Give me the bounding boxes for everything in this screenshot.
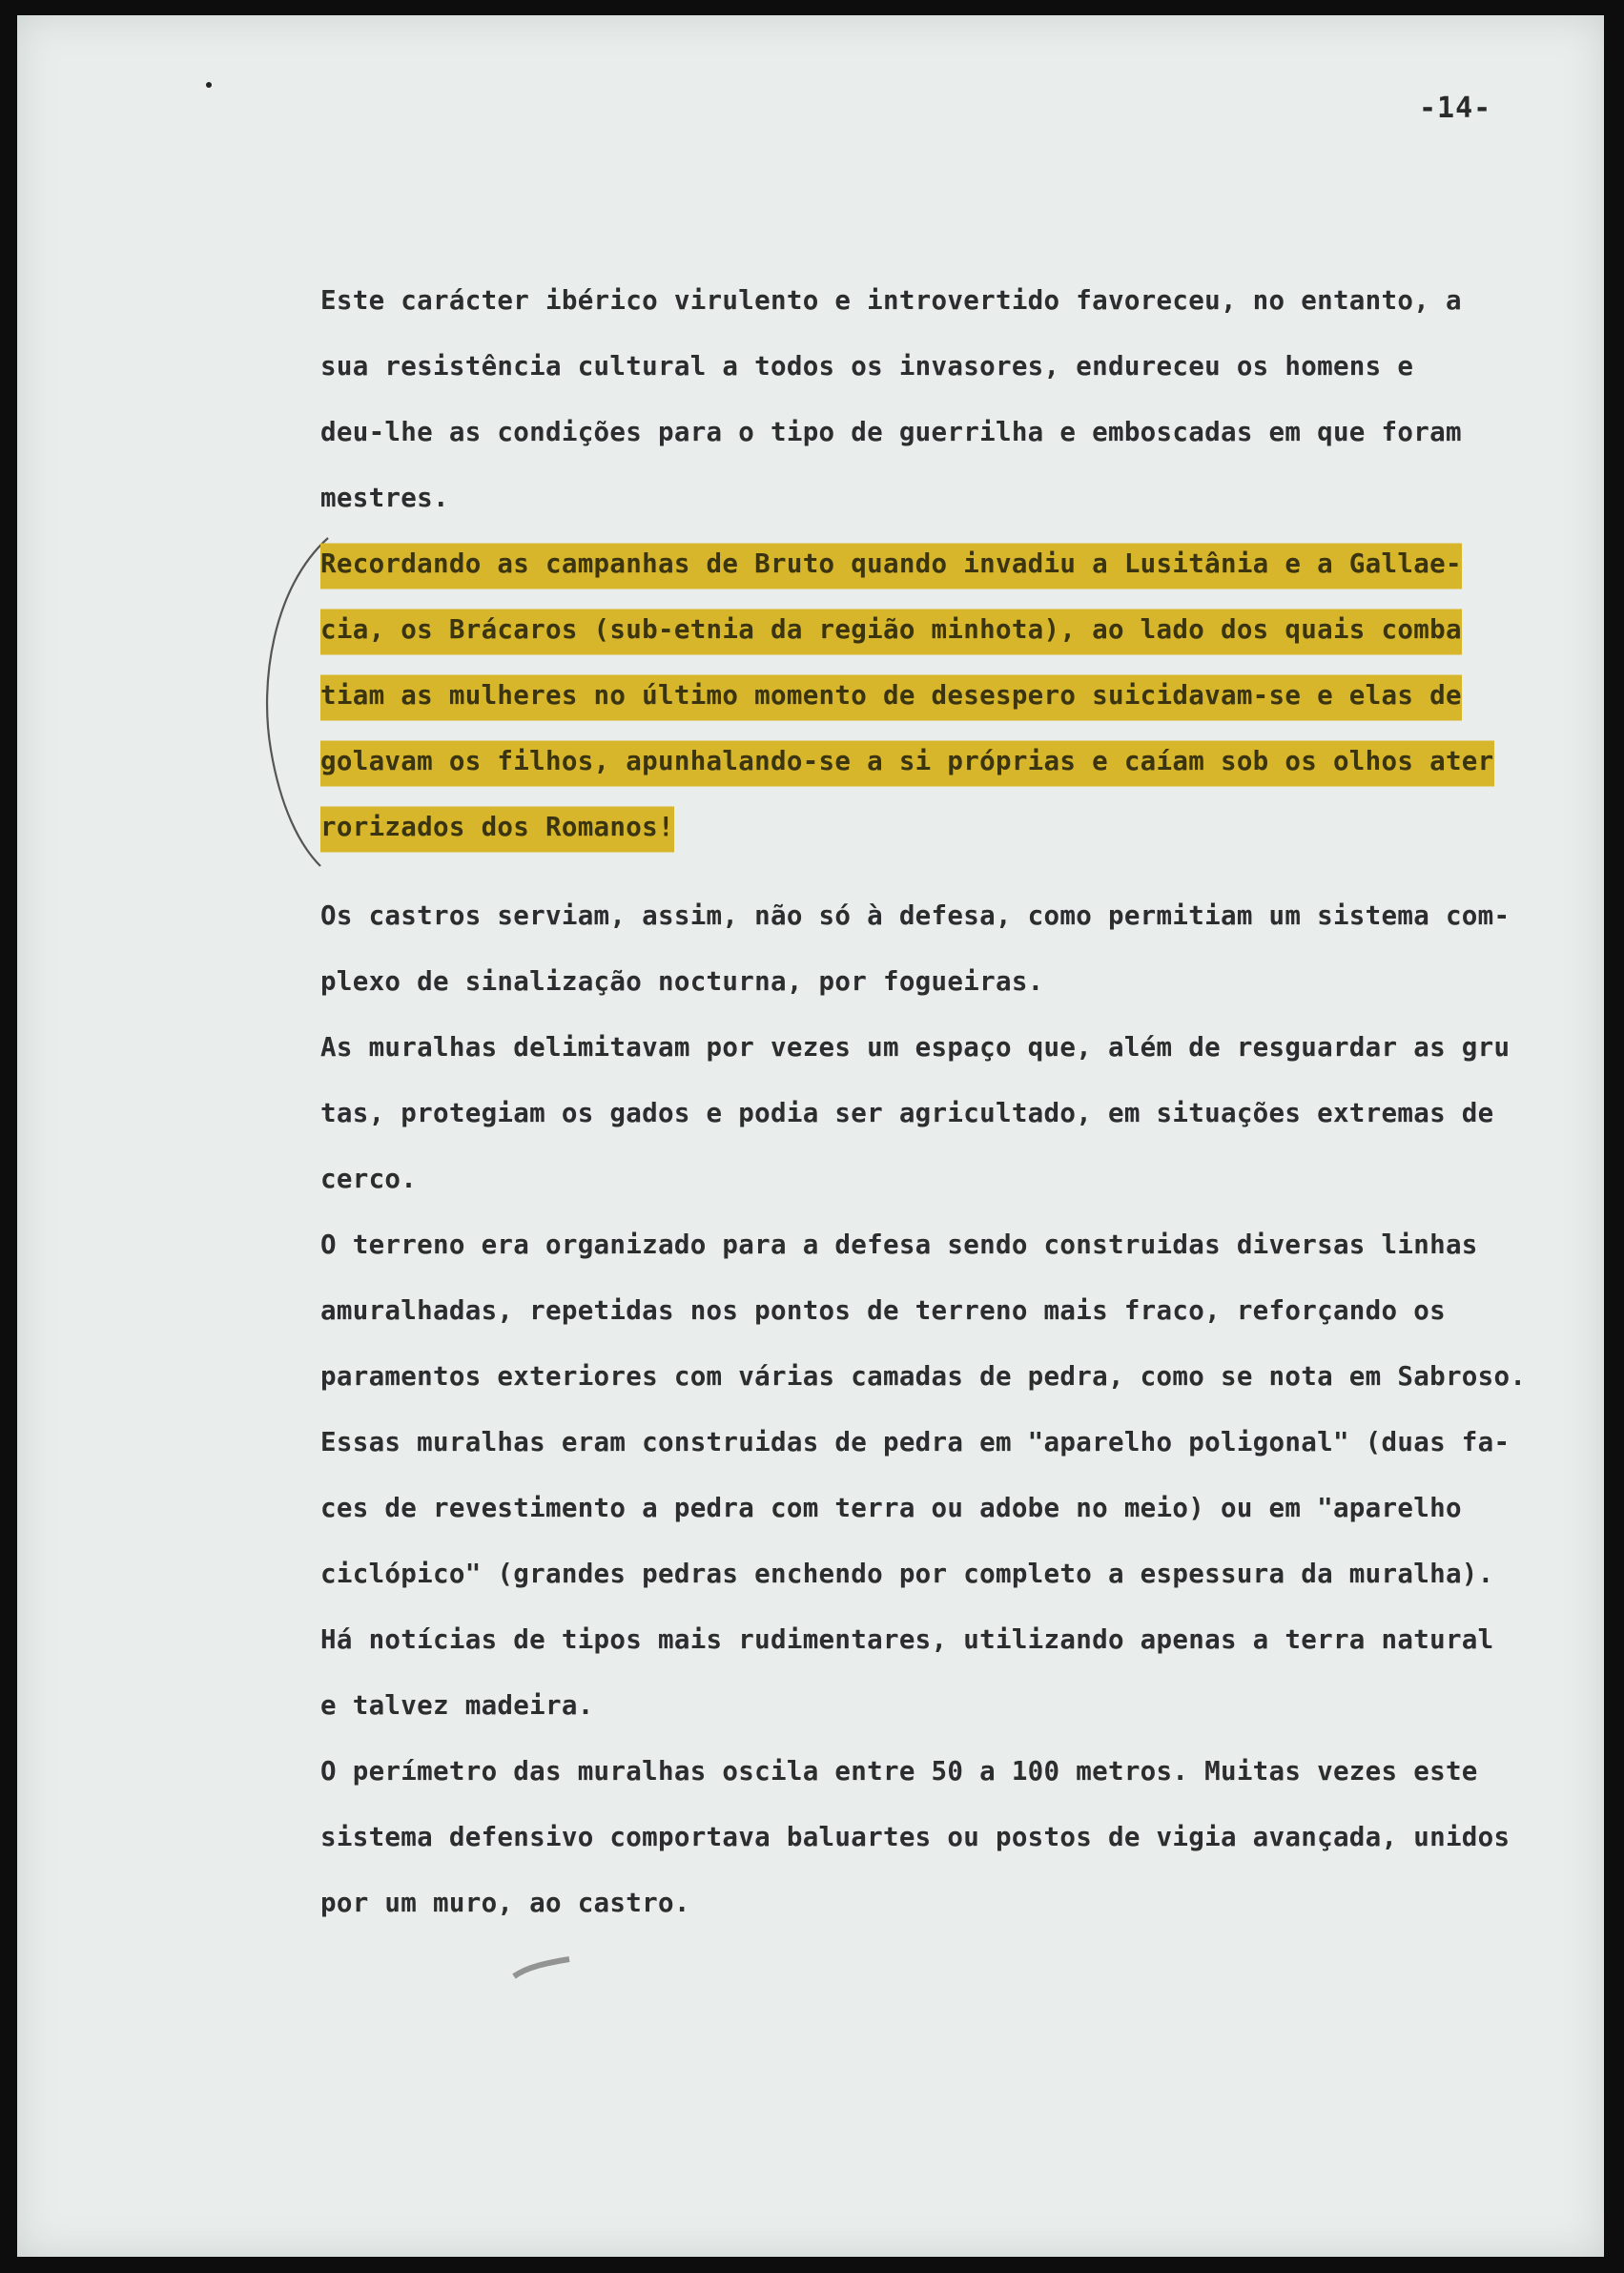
text-line: por um muro, ao castro. <box>320 1888 690 1918</box>
text-line: ces de revestimento a pedra com terra ou adobe no meio) ou em "aparelho <box>320 1493 1462 1523</box>
highlighted-text: golavam os filhos, apunhalando-se a si próprias e caíam sob os olhos ater <box>320 729 1494 795</box>
text-line <box>320 531 1617 597</box>
paragraph-3 <box>320 883 1617 1410</box>
text-line: ciclópico" (grandes pedras enchendo por completo a espessura da muralha). <box>320 1559 1494 1589</box>
text-line: mestres. <box>320 483 449 513</box>
text-line: cerco. <box>320 1164 418 1194</box>
text-line: sistema defensivo comportava baluartes ou postos de vigia avançada, unidos <box>320 1822 1511 1852</box>
text-line: Há notícias de tipos mais rudimentares, utilizando apenas a terra natural <box>320 1624 1494 1655</box>
highlighted-text: cia, os Brácaros (sub-etnia da região minhota), ao lado dos quais comba <box>320 597 1462 663</box>
page-number: -14- <box>1419 92 1492 125</box>
speck-mark <box>206 82 212 88</box>
text-line: As muralhas delimitavam por vezes um espaço que, além de resguardar as gru <box>320 1032 1511 1063</box>
text-line: Os castros serviam, assim, não só à defesa, como permitiam um sistema com- <box>320 900 1511 931</box>
text-line: deu-lhe as condições para o tipo de guerrilha e emboscadas em que foram <box>320 417 1462 447</box>
highlighted-text: Recordando as campanhas de Bruto quando invadiu a Lusitânia e a Gallae- <box>320 531 1462 597</box>
text-line <box>320 663 1617 729</box>
highlighted-text: rorizados dos Romanos! <box>320 795 674 860</box>
paragraph-4 <box>320 1410 1617 1936</box>
paragraph-2-highlighted <box>320 531 1617 860</box>
text-line: O terreno era organizado para a defesa sendo construidas diversas linhas <box>320 1229 1478 1260</box>
text-line: e talvez madeira. <box>320 1690 594 1721</box>
text-line: Essas muralhas eram construidas de pedra em "aparelho poligonal" (duas fa- <box>320 1427 1511 1457</box>
text-line <box>320 729 1617 795</box>
paragraph-1 <box>320 268 1617 531</box>
text-line: Este carácter ibérico virulento e introvertido favoreceu, no entanto, a <box>320 285 1462 316</box>
paragraph-spacer <box>320 860 1617 883</box>
body-text <box>320 268 1617 1936</box>
document-page <box>17 15 1604 2257</box>
highlighted-text: tiam as mulheres no último momento de desespero suicidavam-se e elas de <box>320 663 1462 729</box>
text-line <box>320 795 1617 860</box>
text-line: sua resistência cultural a todos os invasores, endureceu os homens e <box>320 351 1414 382</box>
text-line: tas, protegiam os gados e podia ser agricultado, em situações extremas de <box>320 1098 1494 1128</box>
text-line: paramentos exteriores com várias camadas de pedra, como se nota em Sabroso. <box>320 1361 1527 1392</box>
ink-smudge <box>508 1950 575 1988</box>
text-line: O perímetro das muralhas oscila entre 50 a 100 metros. Muitas vezes este <box>320 1756 1478 1787</box>
text-line: plexo de sinalização nocturna, por fogueiras. <box>320 966 1044 997</box>
text-line: amuralhadas, repetidas nos pontos de terreno mais fraco, reforçando os <box>320 1295 1446 1326</box>
text-line <box>320 597 1617 663</box>
